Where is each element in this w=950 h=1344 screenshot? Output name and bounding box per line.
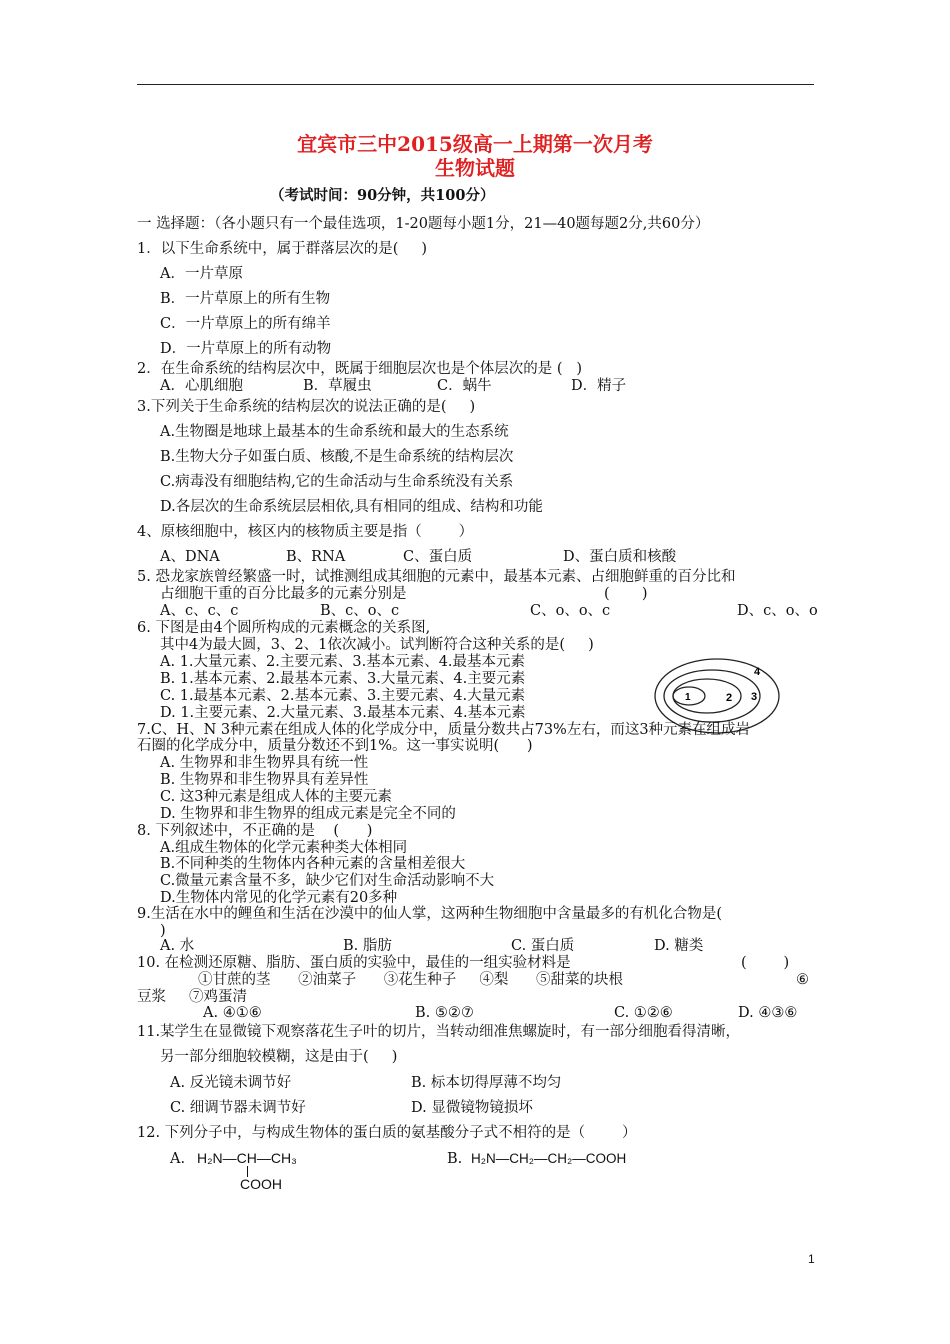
q3-option-b: B.生物大分子如蛋白质、核酸,不是生命系统的结构层次 (160, 449, 514, 465)
section-heading: 一 选择题：（各小题只有一个最佳选项，1-20题每小题1分，21—40题每题2分,共60分） (137, 216, 710, 232)
q4-option-d: D、蛋白质和核酸 (563, 549, 677, 565)
q10-materials-line2: 豆浆 ⑦鸡蛋清 (137, 989, 248, 1005)
q10-material-6-number: ⑥ (796, 972, 809, 988)
q2-option-c: C．蜗牛 (437, 378, 492, 394)
circle-label-3: 3 (751, 691, 758, 703)
q7-option-d: D. 生物界和非生物界的组成元素是完全不同的 (160, 806, 456, 822)
q6-stem-line2: 其中4为最大圆，3、2、1依次减小。试判断符合这种关系的是( ) (160, 637, 594, 653)
q10-answer-paren: ( ) (741, 955, 790, 971)
q9-stem-line2: ) (160, 923, 166, 939)
q10-option-a: A. ④①⑥ (203, 1005, 262, 1021)
q7-stem-line1: 7.C、H、N 3种元素在组成人体的化学成分中，质量分数共占73%左右，而这3种元素在组成岩 (137, 722, 751, 738)
q2-option-d: D．精子 (571, 378, 627, 394)
q2-option-b: B．草履虫 (303, 378, 372, 394)
q1-option-d: D．一片草原上的所有动物 (160, 341, 332, 357)
q8-option-c: C.微量元素含量不多，缺少它们对生命活动影响不大 (160, 873, 495, 889)
q11-option-c: C. 细调节器未调节好 (170, 1100, 306, 1116)
q12-option-b-label: B. (447, 1151, 463, 1167)
q8-option-a: A.组成生物体的化学元素种类大体相同 (160, 840, 408, 856)
q5-stem-line1: 5. 恐龙家族曾经繁盛一时，试推测组成其细胞的元素中，最基本元素、占细胞鲜重的百分比和 (137, 569, 736, 585)
q12-option-a-label: A. (170, 1151, 186, 1167)
q9-option-c: C. 蛋白质 (511, 938, 575, 954)
q4-option-c: C、蛋白质 (403, 549, 473, 565)
q3-stem: 3.下列关于生命系统的结构层次的说法正确的是( ) (137, 399, 476, 415)
exam-subject: 生物试题 (435, 156, 515, 180)
circle-label-4: 4 (754, 666, 761, 678)
q2-stem: 2．在生命系统的结构层次中，既属于细胞层次也是个体层次的是 ( ) (137, 361, 582, 377)
q12-option-a-formula: H₂N—CH—CH₃ (197, 1150, 297, 1166)
q7-option-a: A. 生物界和非生物界具有统一性 (160, 755, 369, 771)
q8-stem: 8. 下列叙述中，不正确的是 ( ) (137, 823, 373, 839)
q9-stem-line1: 9.生活在水中的鲤鱼和生活在沙漠中的仙人掌，这两种生物细胞中含量最多的有机化合物是( (137, 906, 722, 922)
q8-option-d: D.生物体内常见的化学元素有20多种 (160, 890, 398, 906)
q10-option-b: B. ⑤②⑦ (415, 1005, 474, 1021)
q12-option-a-branch: COOH (240, 1176, 282, 1192)
q8-option-b: B.不同种类的生物体内各种元素的含量相差很大 (160, 856, 466, 872)
q9-option-b: B. 脂肪 (343, 938, 392, 954)
q6-option-c: C. 1.最基本元素、2.基本元素、3.主要元素、4.大量元素 (160, 688, 526, 704)
q3-option-a: A.生物圈是地球上最基本的生命系统和最大的生态系统 (160, 424, 509, 440)
q9-option-d: D. 糖类 (654, 938, 704, 954)
q10-option-c: C. ①②⑥ (614, 1005, 673, 1021)
q12-option-b-formula: H₂N—CH₂—CH₂—COOH (471, 1151, 627, 1166)
q1-option-b: B．一片草原上的所有生物 (160, 291, 331, 307)
header-rule (137, 84, 814, 85)
q5-stem-line2: 占细胞干重的百分比最多的元素分别是 (160, 586, 407, 602)
q11-option-b: B. 标本切得厚薄不均匀 (411, 1075, 562, 1091)
q7-option-c: C. 这3种元素是组成人体的主要元素 (160, 789, 393, 805)
circle-label-2: 2 (726, 692, 733, 704)
q5-option-b: B、c、o、c (320, 603, 400, 619)
q11-option-d: D. 显微镜物镜损坏 (411, 1100, 533, 1116)
q1-stem: 1．以下生命系统中，属于群落层次的是( ) (137, 241, 428, 257)
q1-option-a: A．一片草原 (160, 266, 243, 282)
q6-option-d: D. 1.主要元素、2.大量元素、3.最基本元素、4.基本元素 (160, 705, 526, 721)
q6-option-b: B. 1.基本元素、2.最基本元素、3.大量元素、4.主要元素 (160, 671, 526, 687)
q11-stem-line1: 11.某学生在显微镜下观察落花生子叶的切片，当转动细准焦螺旋时，有一部分细胞看得清晰， (137, 1024, 741, 1040)
q10-stem: 10. 在检测还原糖、脂肪、蛋白质的实验中，最佳的一组实验材料是 (137, 955, 571, 971)
circle-3 (664, 670, 760, 722)
page-number: 1 (808, 1252, 815, 1266)
q9-option-a: A. 水 (160, 938, 195, 954)
q5-option-a: A、c、c、c (160, 603, 239, 619)
q4-stem: 4、原核细胞中，核区内的核物质主要是指（ ） (137, 524, 474, 540)
q5-option-c: C、o、o、c (530, 603, 611, 619)
q2-option-a: A．心肌细胞 (160, 378, 243, 394)
q1-option-c: C．一片草原上的所有绵羊 (160, 316, 331, 332)
q3-option-c: C.病毒没有细胞结构,它的生命活动与生命系统没有关系 (160, 474, 514, 490)
q7-stem-line2: 石圈的化学成分中，质量分数还不到1%。这一事实说明( ) (137, 738, 533, 754)
q5-answer-paren: ( ) (604, 586, 648, 602)
circle-label-1: 1 (685, 692, 691, 703)
q6-stem-line1: 6. 下图是由4个圆所构成的元素概念的关系图, (137, 620, 431, 636)
exam-info: （考试时间：90分钟，共100分） (270, 187, 495, 204)
q6-option-a: A. 1.大量元素、2.主要元素、3.基本元素、4.最基本元素 (160, 654, 526, 670)
q3-option-d: D.各层次的生命系统层层相依,具有相同的组成、结构和功能 (160, 499, 543, 515)
q4-option-b: B、RNA (286, 549, 346, 565)
q4-option-a: A、DNA (160, 549, 220, 565)
q10-option-d: D. ④③⑥ (738, 1005, 798, 1021)
exam-title: 宜宾市三中2015级高一上期第一次月考 (297, 132, 653, 156)
q5-option-d: D、c、o、o (737, 603, 818, 619)
q7-option-b: B. 生物界和非生物界具有差异性 (160, 772, 369, 788)
q11-option-a: A. 反光镜未调节好 (170, 1075, 292, 1091)
q12-stem: 12. 下列分子中，与构成生物体的蛋白质的氨基酸分子式不相符的是（ ） (137, 1125, 637, 1141)
q10-materials-line1: ①甘蔗的茎 ②油菜子 ③花生种子 ④梨 ⑤甜菜的块根 (198, 972, 624, 988)
q11-stem-line2: 另一部分细胞较模糊，这是由于( ) (160, 1049, 398, 1065)
